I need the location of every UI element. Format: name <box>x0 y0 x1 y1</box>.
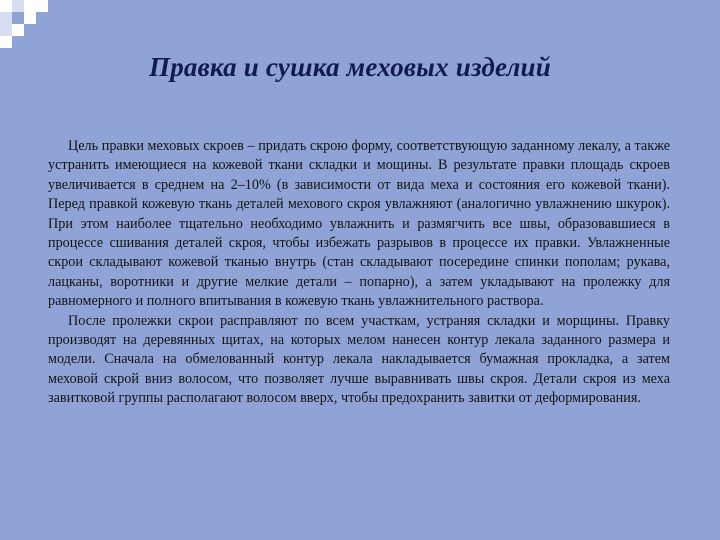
decor-square <box>0 36 12 48</box>
decor-square <box>0 0 12 12</box>
decor-square <box>12 24 24 36</box>
decor-square <box>24 0 36 12</box>
decor-square <box>0 24 12 36</box>
body-paragraph: Цель правки меховых скроев – придать скрою форму, соответствующую заданному лекалу, а также устранить имеющиеся на кожевой ткани складки и мощины. В результате правки площадь скроев увеличивается в среднем на 2–10% (в зависимости от вида меха и состояния его кожевой ткани). Перед правкой кожевую ткань деталей мехового скроя увлажняют (аналогично увлажнению шкурок). При этом наиболее тщательно необходимо увлажнить и размягчить все швы, образовавшиеся в процессе сшивания деталей скроя, чтобы избежать разрывов в процессе их правки. Увлажненные скрои складывают кожевой тканью внутрь (стан складывают посередине спинки пополам; рукава, лацканы, воротники и другие мелкие детали – попарно), а затем укладывают на пролежку для равномерного и полного впитывания в кожевую ткань увлажнительного раствора. <box>48 138 670 310</box>
decor-square <box>12 0 24 12</box>
corner-squares-decoration <box>0 0 90 48</box>
slide-body <box>48 137 670 409</box>
decor-square <box>36 0 48 12</box>
decor-square <box>24 12 36 24</box>
decor-square <box>0 12 12 24</box>
body-paragraph: После пролежки скрои расправляют по всем участкам, устраняя складки и морщины. Правку производят на деревянных щитах, на которых мелом нанесен контур лекала заданного размера и модели. Сначала на обмелованный контур лекала накладывается бумажная прокладка, а затем меховой скрой вниз волосом, что позволяет лучше выравнивать швы скроя. Детали скроя из меха завитковой группы располагают волосом вверх, чтобы предохранить завитки от деформирования. <box>48 312 670 407</box>
slide-title: Правка и сушка меховых изделий <box>149 52 551 82</box>
